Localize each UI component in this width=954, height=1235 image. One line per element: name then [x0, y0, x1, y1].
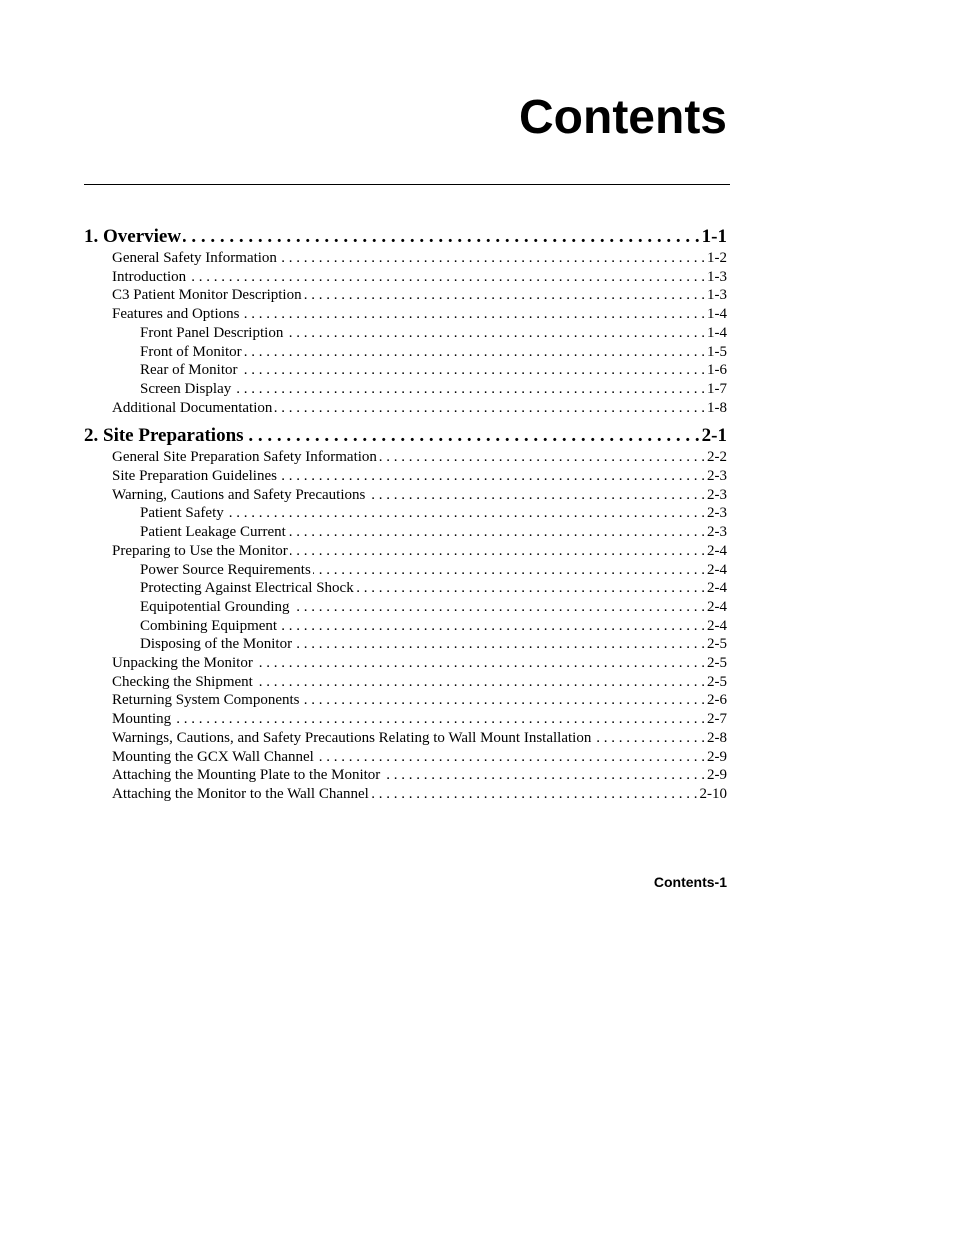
title-divider — [84, 184, 730, 185]
toc-entry-title: Patient Safety — [140, 505, 224, 522]
toc-entry-page: 2-10 — [699, 785, 727, 802]
dot-leader — [274, 399, 705, 418]
dot-leader — [304, 286, 705, 305]
toc-chapter — [84, 424, 727, 803]
toc-entry-title: Attaching the Mounting Plate to the Monitor — [112, 767, 381, 784]
toc-entry-title: Mounting the GCX Wall Channel — [112, 748, 314, 765]
toc-entry-page: 1-2 — [707, 250, 727, 266]
toc-chapter-heading-page: 1-1 — [701, 226, 727, 247]
dot-leader — [379, 448, 705, 467]
toc-entry-title: Preparing to Use the Monitor — [112, 542, 288, 559]
toc-entry-title: Protecting Against Electrical Shock — [140, 580, 354, 597]
toc-entry[interactable] — [84, 523, 727, 542]
toc-entry-page: 2-9 — [707, 748, 727, 765]
toc-entry[interactable] — [84, 399, 727, 418]
toc-entry-page: 2-6 — [707, 692, 727, 709]
toc-entry[interactable] — [84, 467, 727, 486]
dot-leader — [371, 785, 698, 804]
toc-entry-title: Checking the Shipment — [112, 673, 253, 690]
dot-leader — [279, 249, 705, 268]
toc-entry-page: 2-2 — [707, 449, 727, 466]
toc-entry[interactable] — [84, 486, 727, 505]
toc-entry-title: Mounting — [112, 711, 172, 728]
toc-entry[interactable] — [84, 286, 727, 305]
dot-leader — [294, 635, 705, 654]
dot-leader — [226, 504, 705, 523]
page-footer: Contents-1 — [653, 874, 727, 890]
toc-entry[interactable] — [84, 673, 727, 692]
toc-entry-title: General Site Preparation Safety Information — [112, 449, 377, 466]
toc-entry-title: Disposing of the Monitor — [140, 636, 293, 653]
toc-entry[interactable] — [84, 380, 727, 399]
dot-leader — [288, 523, 705, 542]
dot-leader — [302, 691, 706, 710]
toc-entry-page: 1-6 — [707, 362, 727, 379]
toc-entry[interactable] — [84, 785, 727, 804]
toc-entry-title: Warning, Cautions and Safety Precautions — [112, 486, 366, 503]
toc-entry-title: Combining Equipment — [140, 617, 278, 634]
toc-entry-page: 2-3 — [707, 505, 727, 522]
toc-entry-title: Patient Leakage Current — [140, 524, 286, 541]
toc-entry[interactable] — [84, 268, 727, 287]
toc-entry[interactable] — [84, 635, 727, 654]
toc-entry[interactable] — [84, 305, 727, 324]
toc-entry[interactable] — [84, 249, 727, 268]
toc-entry[interactable] — [84, 561, 727, 580]
toc-entry-page: 2-5 — [707, 636, 727, 653]
dot-leader — [285, 324, 705, 343]
dot-leader — [279, 617, 705, 636]
toc-entry-page: 1-4 — [707, 306, 727, 323]
toc-entry-page: 2-9 — [707, 767, 727, 784]
toc-entry-page: 2-7 — [707, 711, 727, 728]
toc-entry-title: Warnings, Cautions, and Safety Precautions Relating to Wall Mount Installation — [112, 729, 592, 746]
toc-entry-title: Additional Documentation — [112, 399, 273, 416]
toc-entry-page: 2-4 — [707, 561, 727, 578]
toc-entry-page: 1-5 — [707, 343, 727, 360]
toc-entry-page: 2-4 — [707, 542, 727, 559]
toc-entry-page: 1-3 — [707, 268, 727, 285]
dot-leader — [313, 561, 705, 580]
toc-entry[interactable] — [84, 343, 727, 362]
toc-entry-title: Screen Display — [140, 380, 232, 397]
toc-entry-title: Front Panel Description — [140, 324, 284, 341]
toc-entry-title: Site Preparation Guidelines — [112, 468, 277, 485]
toc-entry[interactable] — [84, 448, 727, 467]
dot-leader — [183, 225, 700, 249]
toc-chapter-heading-page: 2-1 — [701, 425, 727, 447]
toc-chapter — [84, 225, 727, 417]
dot-leader — [255, 654, 705, 673]
toc-entry[interactable] — [84, 691, 727, 710]
dot-leader — [593, 729, 705, 748]
toc-entry[interactable] — [84, 598, 727, 617]
dot-leader — [239, 361, 705, 380]
toc-entry-page: 2-3 — [707, 524, 727, 541]
dot-leader — [382, 766, 705, 785]
toc-chapter-heading[interactable] — [84, 424, 727, 448]
toc-entry-page: 2-4 — [707, 598, 727, 615]
dot-leader — [241, 305, 705, 324]
toc-entry-page: 1-7 — [707, 380, 727, 397]
toc-chapter-heading-title: 1. Overview — [84, 226, 182, 247]
toc-entry-page: 1-4 — [707, 324, 727, 341]
toc-entry-title: Power Source Requirements — [140, 561, 311, 578]
toc-entry[interactable] — [84, 654, 727, 673]
toc-entry-title: Unpacking the Monitor — [112, 655, 253, 672]
toc-entry[interactable] — [84, 748, 727, 767]
toc-entry-title: C3 Patient Monitor Description — [112, 287, 302, 304]
toc-entry-page: 1-3 — [707, 287, 727, 304]
toc-entry[interactable] — [84, 361, 727, 380]
dot-leader — [246, 424, 700, 448]
toc-entry[interactable] — [84, 504, 727, 523]
dot-leader — [188, 268, 705, 287]
page-title: Contents — [519, 91, 727, 144]
toc-entry-page: 2-3 — [707, 486, 727, 503]
toc-entry[interactable] — [84, 324, 727, 343]
toc-entry-page: 2-4 — [707, 580, 727, 597]
toc-entry-title: Features and Options — [112, 306, 240, 323]
toc-entry-page: 2-3 — [707, 468, 727, 485]
toc-entry-page: 1-8 — [707, 399, 727, 416]
toc-entry-title: General Safety Information — [112, 250, 277, 266]
dot-leader — [316, 748, 705, 767]
toc-entry[interactable] — [84, 617, 727, 636]
toc-entry[interactable] — [84, 729, 727, 748]
toc-entry-title: Introduction — [112, 268, 187, 285]
toc-chapter-heading[interactable] — [84, 225, 727, 249]
dot-leader — [233, 380, 705, 399]
toc-entry[interactable] — [84, 542, 727, 561]
toc-entry[interactable] — [84, 710, 727, 729]
dot-leader — [367, 486, 705, 505]
toc-entry-page: 2-5 — [707, 673, 727, 690]
toc-entry[interactable] — [84, 766, 727, 785]
table-of-contents — [84, 225, 727, 811]
toc-entry-page: 2-4 — [707, 617, 727, 634]
toc-entry-title: Rear of Monitor — [140, 362, 238, 379]
toc-entry-title: Front of Monitor — [140, 343, 242, 360]
toc-entry-page: 2-5 — [707, 655, 727, 672]
toc-entry-title: Returning System Components — [112, 692, 300, 709]
dot-leader — [244, 343, 705, 362]
dot-leader — [173, 710, 705, 729]
toc-entry-page: 2-8 — [707, 729, 727, 746]
dot-leader — [255, 673, 705, 692]
dot-leader — [290, 542, 705, 561]
toc-entry[interactable] — [84, 579, 727, 598]
dot-leader — [356, 579, 705, 598]
toc-entry-title: Equipotential Grounding — [140, 598, 290, 615]
dot-leader — [292, 598, 705, 617]
toc-entry-title: Attaching the Monitor to the Wall Channel — [112, 785, 369, 802]
dot-leader — [279, 467, 705, 486]
toc-chapter-heading-title: 2. Site Preparations — [84, 425, 244, 447]
